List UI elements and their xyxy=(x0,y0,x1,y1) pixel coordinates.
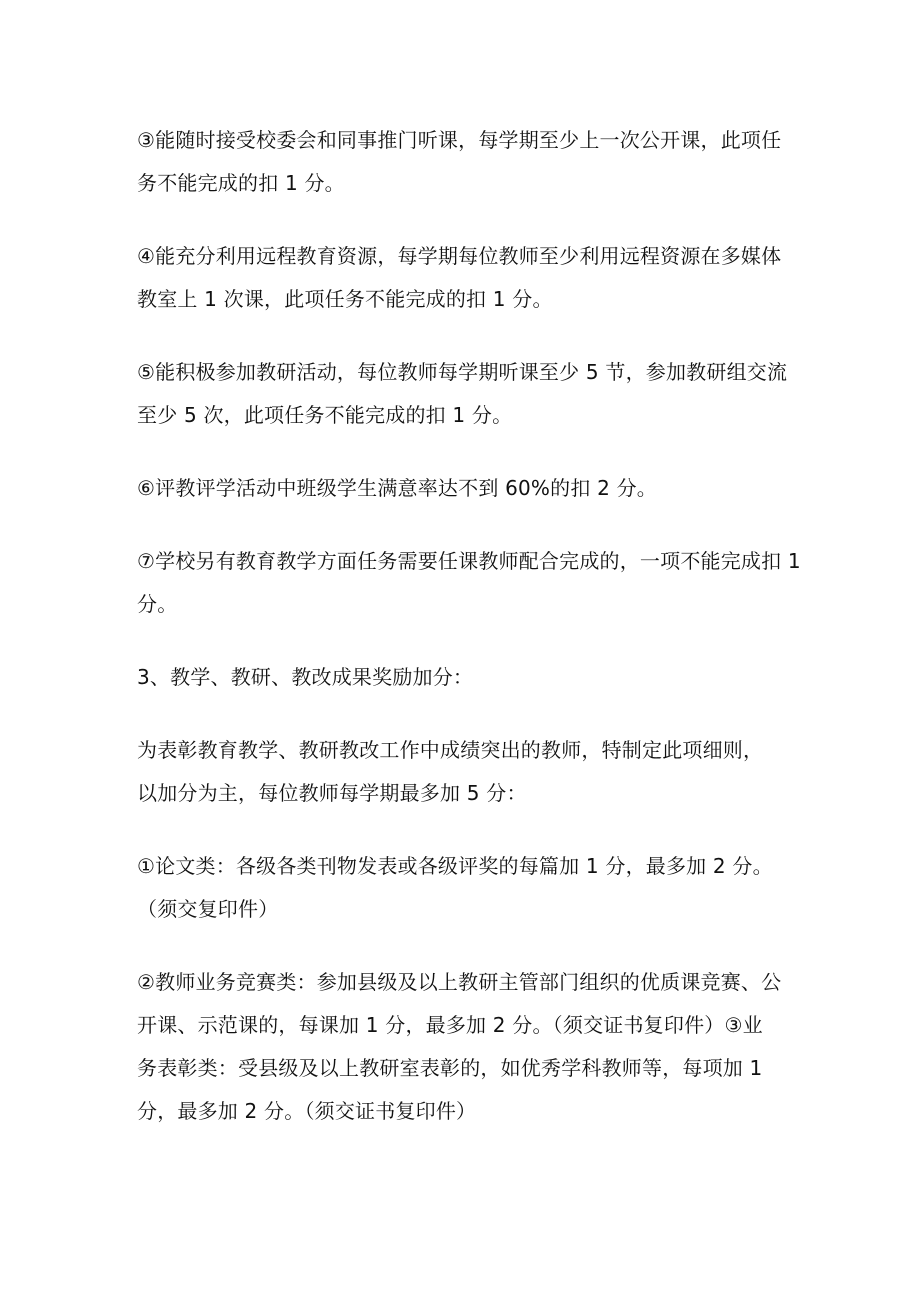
paragraph-line: ⑤能积极参加教研活动，每位教师每学期听课至少 5 节，参加教研组交流 xyxy=(137,360,788,384)
paragraph-line: 教室上 1 次课，此项任务不能完成的扣 1 分。 xyxy=(137,287,553,311)
document-body xyxy=(137,119,801,1133)
paragraph-item-5-research-activities xyxy=(137,351,797,437)
paragraph-line: 分，最多加 2 分。（须交证书复印件） xyxy=(137,1099,477,1123)
paragraph-line: ①论文类：各级各类刊物发表或各级评奖的每篇加 1 分，最多加 2 分。 xyxy=(137,854,773,878)
paragraph-reward-1-papers xyxy=(137,845,797,931)
paragraph-item-7-other-tasks xyxy=(137,540,801,626)
paragraph-item-4-remote-resources xyxy=(137,235,797,321)
paragraph-line: 务不能完成的扣 1 分。 xyxy=(137,171,345,195)
paragraph-item-6-satisfaction-rate xyxy=(137,467,797,510)
section-heading-text: 3、教学、教研、教改成果奖励加分： xyxy=(137,665,474,689)
paragraph-line: ⑥评教评学活动中班级学生满意率达不到 60%的扣 2 分。 xyxy=(137,476,657,500)
paragraph-line: 分。 xyxy=(137,592,178,616)
paragraph-line: ②教师业务竞赛类：参加县级及以上教研主管部门组织的优质课竞赛、公 xyxy=(137,970,782,994)
paragraph-rewards-intro xyxy=(137,729,797,815)
section-heading-3-rewards xyxy=(137,656,797,699)
paragraph-item-3-open-class xyxy=(137,119,797,205)
paragraph-line: 务表彰类：受县级及以上教研室表彰的，如优秀学科教师等，每项加 1 xyxy=(137,1056,763,1080)
paragraph-line: ④能充分利用远程教育资源，每学期每位教师至少利用远程资源在多媒体 xyxy=(137,244,782,268)
paragraph-line: 以加分为主，每位教师每学期最多加 5 分： xyxy=(137,781,527,805)
paragraph-line: 为表彰教育教学、教研教改工作中成绩突出的教师，特制定此项细则， xyxy=(137,738,764,762)
paragraph-line: 至少 5 次，此项任务不能完成的扣 1 分。 xyxy=(137,403,513,427)
paragraph-reward-2-3-competitions-honors xyxy=(137,961,797,1133)
paragraph-line: ③能随时接受校委会和同事推门听课，每学期至少上一次公开课，此项任 xyxy=(137,128,782,152)
paragraph-line: （须交复印件） xyxy=(137,897,279,921)
paragraph-line: 开课、示范课的，每课加 1 分，最多加 2 分。（须交证书复印件）③业 xyxy=(137,1013,763,1037)
paragraph-line: ⑦学校另有教育教学方面任务需要任课教师配合完成的，一项不能完成扣 1 xyxy=(137,549,801,573)
